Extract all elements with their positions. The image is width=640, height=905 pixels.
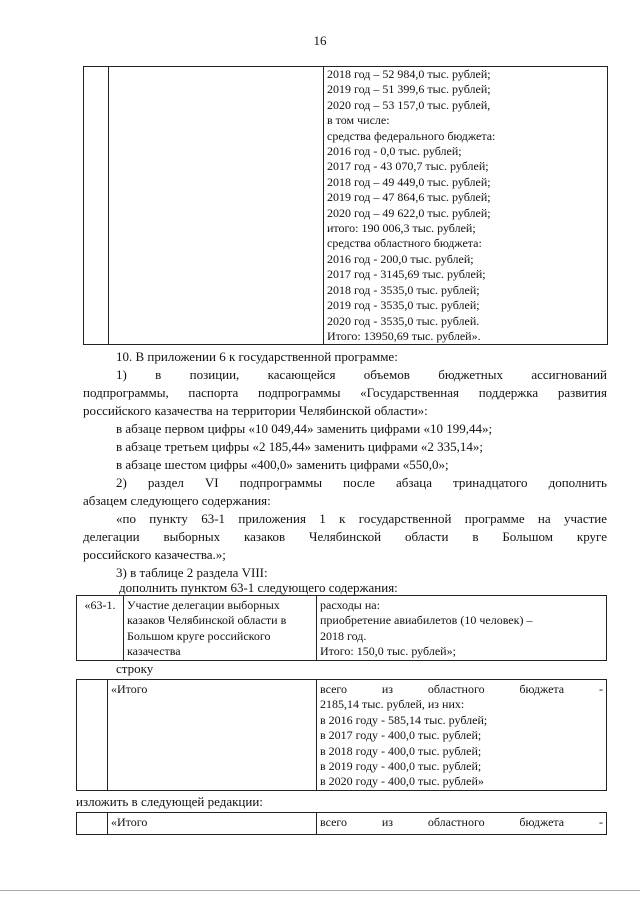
itogo-values-cell [317, 680, 607, 791]
budget-line: 2019 год – 47 864,6 тыс. рублей; [327, 190, 491, 205]
budget-line: 2016 год - 0,0 тыс. рублей; [327, 144, 462, 159]
word: всего [320, 682, 348, 696]
budget-line: 2020 год – 49 622,0 тыс. рублей; [327, 205, 491, 220]
row-name-line: казачества [127, 644, 181, 659]
budget-line: 2018 год - 3535,0 тыс. рублей; [327, 282, 480, 297]
budget-line: 2017 год - 43 070,7 тыс. рублей; [327, 159, 489, 174]
row-expense-line: 2018 год. [320, 628, 367, 643]
budget-lines [327, 67, 604, 344]
paragraph-10-3: 3) в таблице 2 раздела VIII: [116, 565, 268, 580]
row-expense [320, 598, 603, 660]
word: областного [427, 815, 485, 829]
itogo-new-values-cell [317, 813, 607, 835]
budget-line: средства федерального бюджета: [327, 128, 496, 143]
budget-line: 2018 год – 49 449,0 тыс. рублей; [327, 174, 491, 189]
spread-line [320, 682, 603, 697]
row-name-line: Участие делегации выборных [127, 598, 280, 612]
quote-line-1: «по пункту 63-1 приложения 1 к государственной программе на участие [116, 511, 607, 526]
itogo-new-table [76, 812, 607, 835]
quote-line-2: делегации выборных казаков Челябинской области в Большом круге [83, 529, 607, 544]
row-name [127, 598, 313, 660]
paragraph-10-1-line2: подпрограммы, паспорта подпрограммы «Государственная поддержка развития [83, 385, 607, 400]
paragraph-10-1-line3: российского казачества на территории Челябинской области»: [83, 403, 428, 418]
budget-line: 2020 год – 53 157,0 тыс. рублей, [327, 97, 491, 112]
paragraph-10-1-line1: 1) в позиции, касающейся объемов бюджетных ассигнований [116, 367, 607, 382]
budget-line: в том числе: [327, 113, 390, 128]
paragraph-10-2-line1: 2) раздел VI подпрограммы после абзаца тринадцатого дополнить [116, 475, 607, 490]
budget-continuation-table [83, 66, 608, 345]
budget-line: 2019 год – 51 399,6 тыс. рублей; [327, 82, 491, 97]
row-expense-line: расходы на: [320, 598, 380, 612]
itogo-line: в 2019 году - 400,0 тыс. рублей; [320, 759, 482, 774]
replacement-line-3: в абзаце шестом цифры «400,0» заменить цифрами «550,0»; [116, 457, 449, 472]
label-row: строку [116, 661, 154, 676]
itogo-line: в 2017 году - 400,0 тыс. рублей; [320, 728, 482, 743]
budget-line: итого: 190 006,3 тыс. рублей; [327, 221, 476, 236]
spread-line [320, 815, 603, 830]
add-point-label: дополнить пунктом 63-1 следующего содержания: [119, 580, 398, 595]
row-expense-line: Итого: 150,0 тыс. рублей»; [320, 644, 456, 659]
itogo-line: в 2016 году - 585,14 тыс. рублей; [320, 712, 488, 727]
page-number: 16 [313, 33, 327, 48]
page-bottom-edge [0, 890, 640, 891]
word: - [598, 682, 603, 696]
row-name-line: Большом круге российского [127, 628, 271, 643]
row-name-line: казаков Челябинской области в [127, 613, 287, 628]
itogo-current-table [76, 679, 607, 791]
row-63-1-table [76, 595, 607, 661]
itogo-line: 2185,14 тыс. рублей, из них: [320, 697, 465, 712]
word: из [381, 682, 394, 696]
itogo-lines [320, 697, 603, 789]
paragraph-10-title: 10. В приложении 6 к государственной программе: [116, 349, 398, 364]
budget-line: средства областного бюджета: [327, 236, 482, 251]
table-cell-empty [84, 67, 109, 345]
word: из [381, 815, 394, 829]
word: - [598, 815, 603, 829]
quote-line-3: российского казачества.»; [83, 547, 226, 562]
itogo-new-first-line [320, 815, 603, 830]
budget-line: 2017 год - 3145,69 тыс. рублей; [327, 267, 486, 282]
replacement-line-2: в абзаце третьем цифры «2 185,44» заменить цифрами «2 335,14»; [116, 439, 484, 454]
paragraph-10-2-line2: абзацем следующего содержания: [83, 493, 271, 508]
table-cell-empty [77, 813, 108, 835]
itogo-line: в 2020 году - 400,0 тыс. рублей» [320, 774, 484, 789]
itogo-new-label: «Итого [108, 813, 317, 835]
table-cell-empty [77, 680, 108, 791]
budget-line: 2018 год – 52 984,0 тыс. рублей; [327, 67, 491, 81]
itogo-label: «Итого [108, 680, 317, 791]
itogo-line: в 2018 году - 400,0 тыс. рублей; [320, 743, 482, 758]
budget-line: Итого: 13950,69 тыс. рублей». [327, 328, 481, 343]
row-name-cell [124, 596, 317, 661]
word: бюджета [519, 815, 565, 829]
budget-lines-cell [324, 67, 608, 345]
new-edition-label: изложить в следующей редакции: [76, 794, 263, 809]
itogo-first-line [320, 682, 603, 697]
budget-line: 2016 год - 200,0 тыс. рублей; [327, 251, 474, 266]
replacement-line-1: в абзаце первом цифры «10 049,44» заменить цифрами «10 199,44»; [116, 421, 493, 436]
row-expense-line: приобретение авиабилетов (10 человек) – [320, 613, 533, 628]
budget-line: 2019 год - 3535,0 тыс. рублей; [327, 298, 480, 313]
table-cell-empty [109, 67, 324, 345]
row-expense-cell [317, 596, 607, 661]
word: всего [320, 815, 348, 829]
word: бюджета [519, 682, 565, 696]
row-number: «63-1. [77, 596, 124, 661]
word: областного [427, 682, 485, 696]
budget-line: 2020 год - 3535,0 тыс. рублей. [327, 313, 480, 328]
